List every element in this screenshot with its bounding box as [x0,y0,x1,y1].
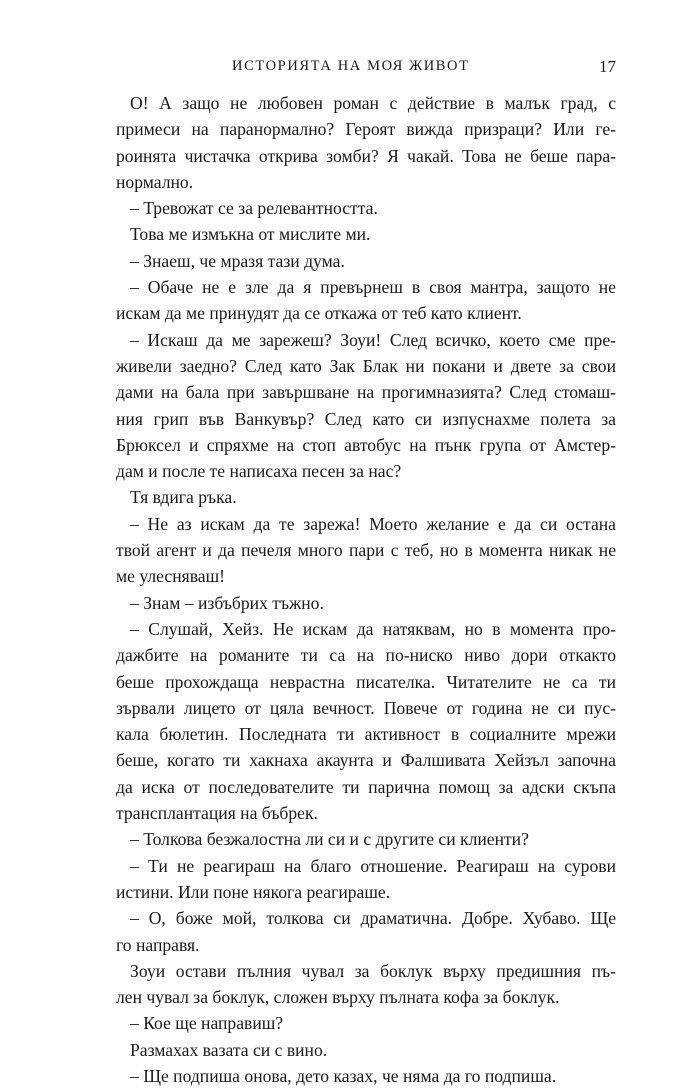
text-line: – Толкова безжалостна ли си и с другите си клиенти? [130,829,529,850]
text-line: да иска от последователите ти парична помощ за адски скъпа [116,776,616,797]
text-line: беше прохождаща неврастна писателка. Читателите не са ти [116,671,616,692]
running-title: ИСТОРИЯТА НА МОЯ ЖИВОТ [232,58,470,74]
text-line: беше, когато ти хакнаха акаунта и Фалшивата Хейзъл започна [116,750,616,771]
body-text [116,90,616,1089]
text-line: Зоуи остави пълния чувал за боклук върху предишния пъ- [130,960,616,981]
text-line: примеси на паранормално? Героят вижда призраци? Или ге- [116,119,616,140]
text-line: дажбите на романите ти са на по-ниско ниво дори откакто [116,645,616,666]
text-line: – Не аз искам да те зарежа! Моето желание е да си остана [130,513,616,534]
text-line: твой агент и да печеля много пари с теб, но в момента никак не [116,540,616,561]
text-line: ния грип във Ванкувър? След като си изпуснахме полета за [116,408,616,429]
text-line: Това ме измъкна от мислите ми. [130,224,371,245]
text-line: Брюксел и спряхме на стоп автобус на пънк група от Амстер- [116,434,616,455]
running-header [116,58,616,82]
text-line: роинята чистачка открива зомби? Я чакай. Това не беше пара- [116,145,616,166]
text-line: искам да ме принудят да се откажа от теб като клиент. [116,303,522,324]
text-line: дам и после те написаха песен за нас? [116,461,402,482]
page-number: 17 [599,57,616,76]
text-line: – Искаш да ме зарежеш? Зоуи! След всичко, което сме пре- [130,329,616,350]
text-line: кала бюлетин. Последната ти активност в социалните мрежи [116,724,616,745]
text-line: истини. Или поне някога реагираше. [116,881,391,902]
text-line: – О, боже мой, толкова си драматична. Добре. Хубаво. Ще [130,908,616,929]
text-line: – Кое ще направиш? [130,1013,284,1034]
text-line: – Знам – избъбрих тъжно. [130,592,324,613]
text-line: Размахах вазата си с вино. [130,1039,328,1060]
text-line: дами на бала при завършване на прогимназията? След стомаш- [116,382,616,403]
text-line: – Тревожат се за релевантността. [130,198,378,219]
text-line: живели заедно? След като Зак Блак ни покани и двете за свои [116,355,616,376]
text-line: трансплантация на бъбрек. [116,803,318,824]
text-line: лен чувал за боклук, сложен върху пълната кофа за боклук. [116,987,560,1008]
text-line: ме улесняваш! [116,566,225,587]
text-line: О! А защо не любовен роман с действие в малък град, с [130,93,616,113]
text-line: зървали лицето от цяла вечност. Повече от година не си пус- [116,697,616,718]
text-line: – Ти не реагираш на благо отношение. Реагираш на сурови [130,855,616,876]
text-line: – Слушай, Хейз. Не искам да натяквам, но в момента про- [130,618,616,639]
text-line: го направя. [116,934,200,955]
text-line: нормално. [116,171,194,192]
text-line: Тя вдига ръка. [130,487,237,508]
text-line: – Обаче не е зле да я превърнеш в своя мантра, защото не [130,277,616,298]
text-line: – Ще подпиша онова, дето казах, че няма да го подпиша. [130,1065,557,1086]
text-line: – Знаеш, че мразя тази дума. [130,250,345,271]
